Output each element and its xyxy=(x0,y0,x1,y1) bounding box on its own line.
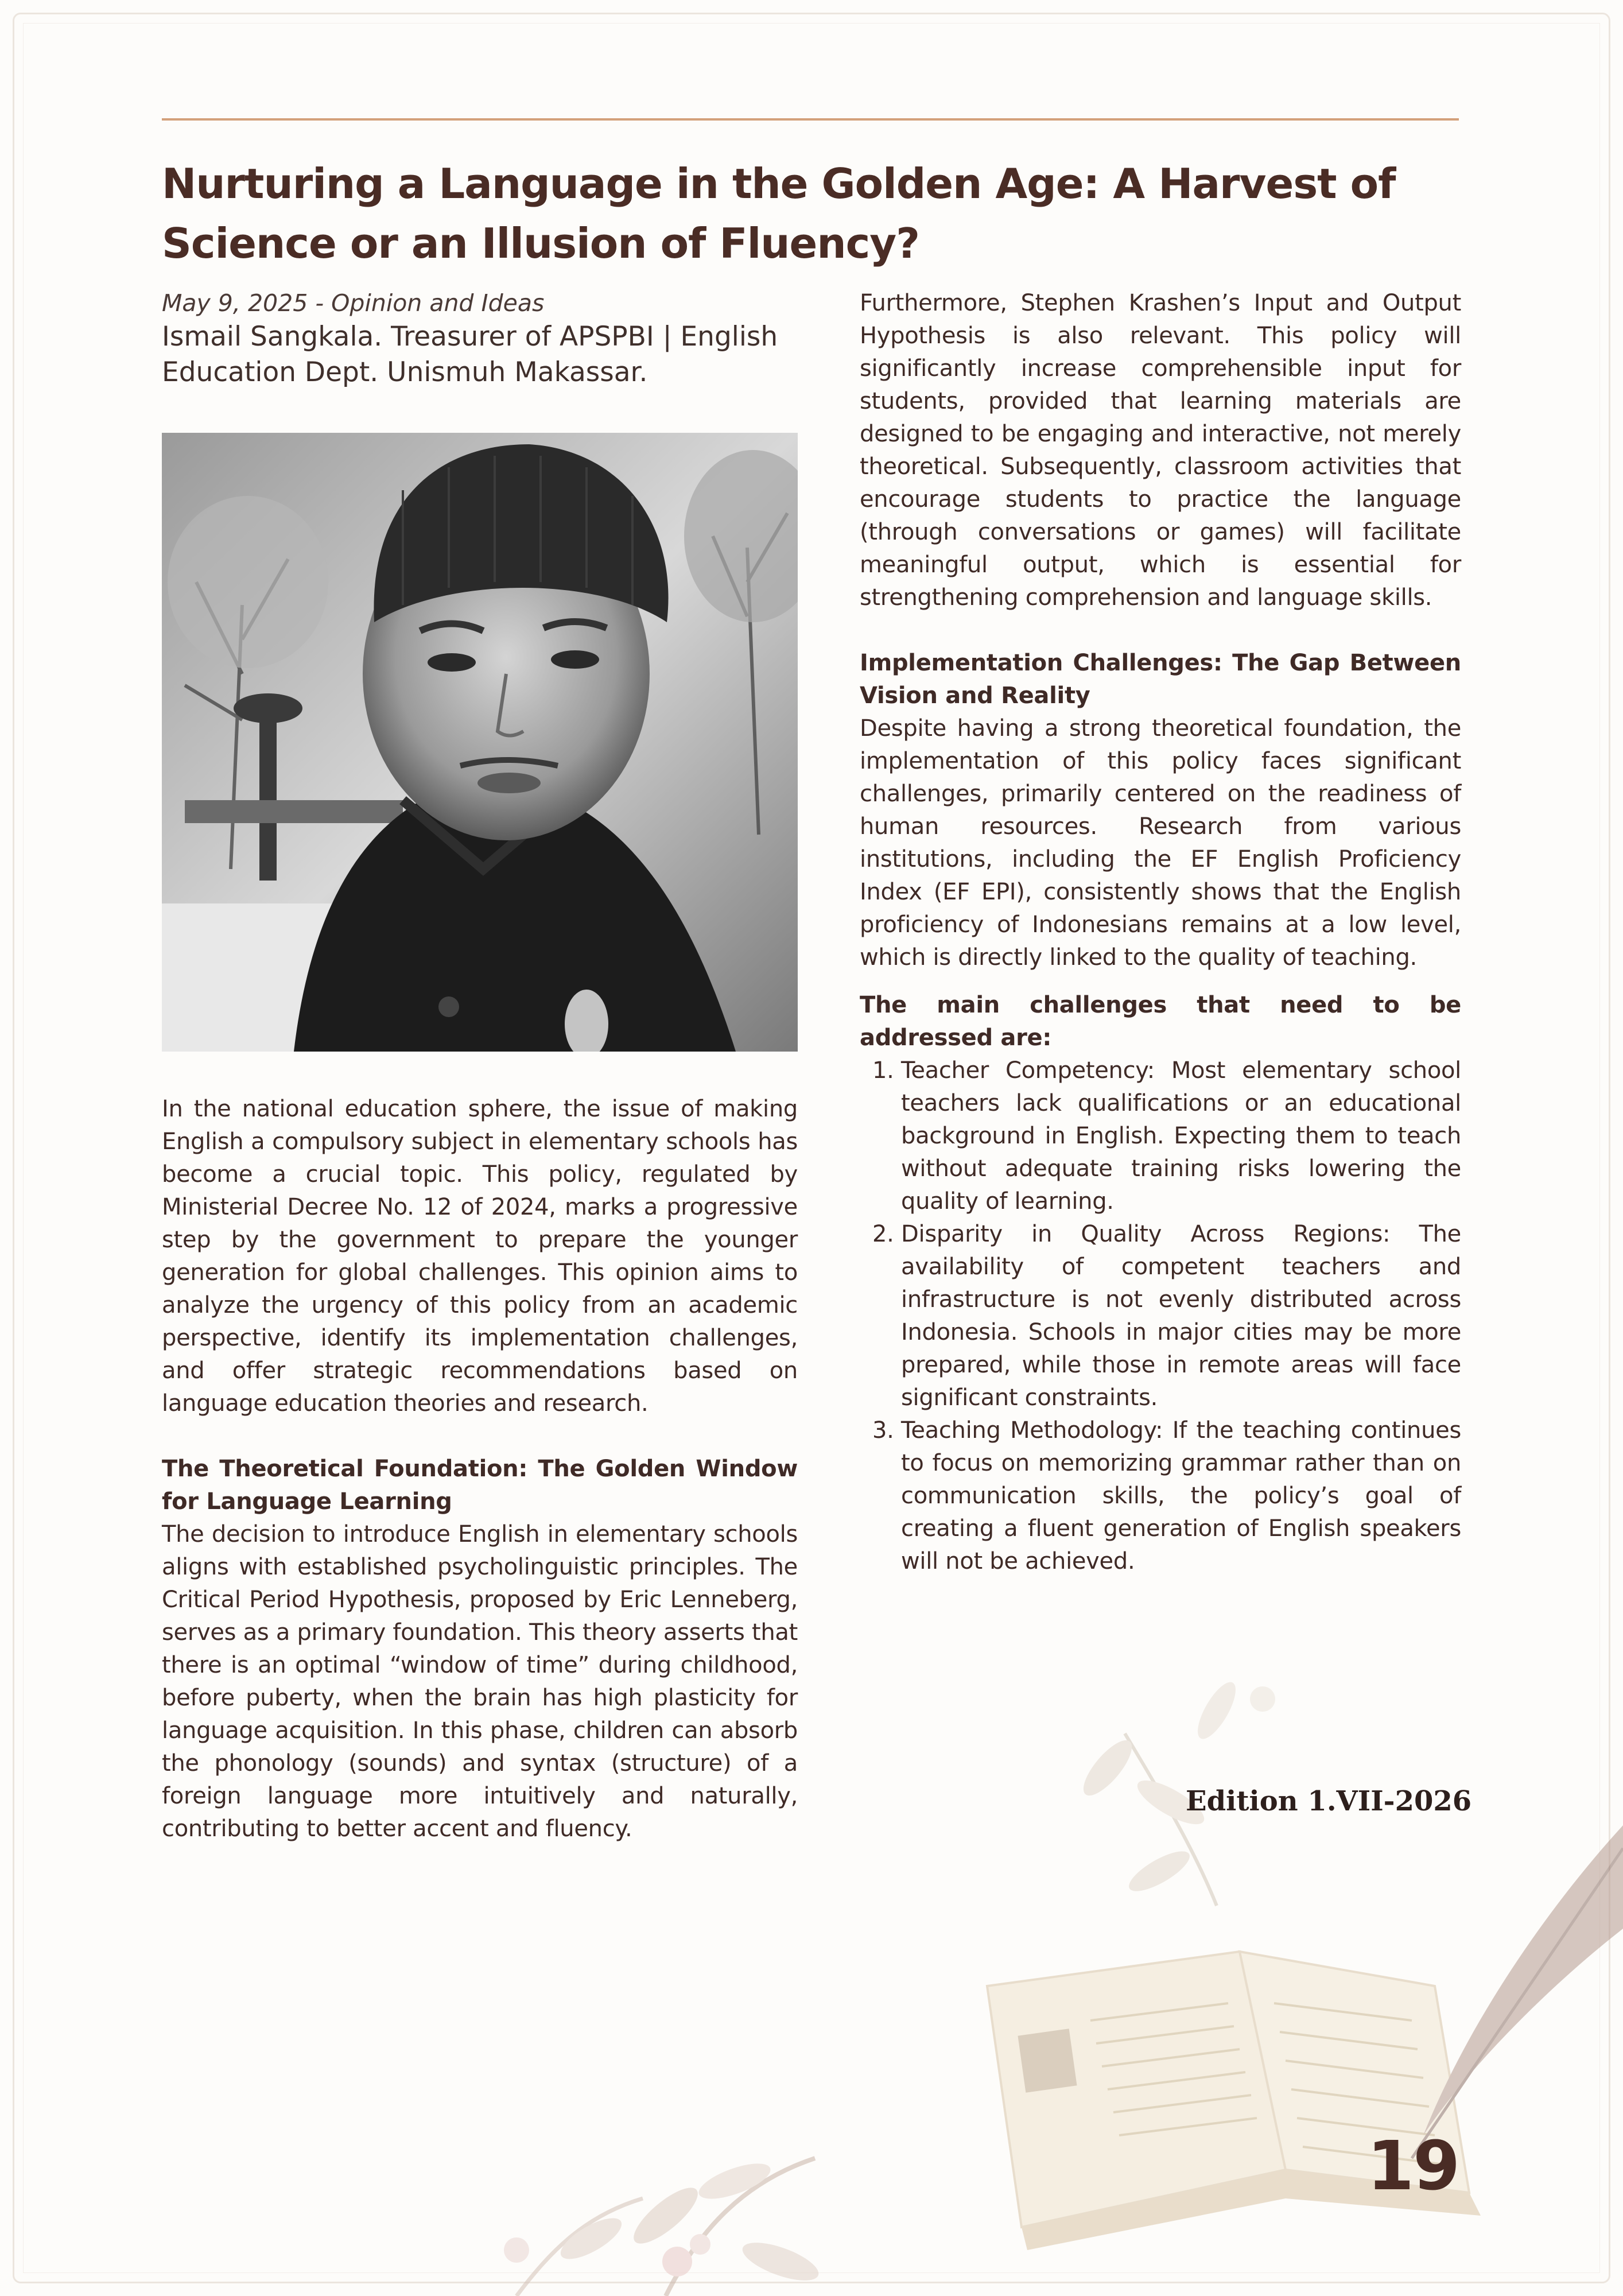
article-author: Ismail Sangkala. Treasurer of APSPBI | English Education Dept. Unismuh Makassar. xyxy=(162,321,778,388)
challenges-list xyxy=(860,1054,1461,1578)
list-item: 1. Teacher Competency: Most elementary school teachers lack qualifications or an educational background in English. Expecting them to teach without adequate training risks lowering the quality of learning. xyxy=(901,1054,1461,1218)
list-item: 3. Teaching Methodology: If the teaching continues to focus on memorizing grammar rather than on communication skills, the policy’s goal of creating a fluent generation of English speakers will not be achieved. xyxy=(901,1414,1461,1578)
challenges-paragraph: Despite having a strong theoretical foundation, the implementation of this policy faces significant challenges, primarily centered on the readiness of human resources. Research from various institutions, including the EF English Proficiency Index (EF EPI), consistently shows that the English proficiency of Indonesians remains at a low level, which is directly linked to the quality of teaching. xyxy=(860,715,1461,971)
section-heading-theory: The Theoretical Foundation: The Golden Window for Language Learning xyxy=(162,1456,798,1515)
article-title: Nurturing a Language in the Golden Age: A Harvest of Science or an Illusion of Fluency? xyxy=(162,160,1396,267)
intro-paragraph: In the national education sphere, the issue of making English a compulsory subject in elementary schools has become a crucial topic. This policy, regulated by Ministerial Decree No. 12 of 2024, marks a progressive step by the government to prepare the younger generation for global challenges. This opinion aims to analyze the urgency of this policy from an academic perspective, identify its implementation challenges, and offer strategic recommendations based on language education theories and research. xyxy=(162,1096,798,1417)
list-item: 2. Disparity in Quality Across Regions: The availability of competent teachers and infrastructure is not evenly distributed across Indonesia. Schools in major cities may be more prepared, while those in remote areas will face significant constraints. xyxy=(901,1218,1461,1414)
header-rule xyxy=(162,118,1459,121)
theory-paragraph: The decision to introduce English in elementary schools aligns with established psycholinguistic principles. The Critical Period Hypothesis, proposed by Eric Lenneberg, serves as a primary foundation. This theory asserts that there is an optimal “window of time” during childhood, before puberty, when the brain has high plasticity for language acquisition. In this phase, children can absorb the phonology (sounds) and syntax (structure) of a foreign language more intuitively and naturally, contributing to better accent and fluency. xyxy=(162,1521,798,1842)
left-body xyxy=(162,1093,798,1845)
left-column xyxy=(162,287,798,390)
edition-label: Edition 1.VII-2026 xyxy=(1186,1785,1472,1817)
author-portrait-image xyxy=(162,433,798,1052)
section-heading-challenges: Implementation Challenges: The Gap Between Vision and Reality xyxy=(860,650,1461,709)
page-number: 19 xyxy=(1367,2126,1459,2205)
article-meta: May 9, 2025 - Opinion and Ideas xyxy=(162,289,545,317)
krashen-paragraph: Furthermore, Stephen Krashen’s Input and Output Hypothesis is also relevant. This policy will significantly increase comprehensible input for students, provided that learning materials are designed to be engaging and interactive, not merely theoretical. Subsequently, classroom activities that encourage students to practice the language (through conversations or games) will facilitate meaningful output, which is essential for strengthening comprehension and language skills. xyxy=(860,290,1461,611)
right-column xyxy=(860,287,1461,1578)
challenges-list-heading: The main challenges that need to be addressed are: xyxy=(860,992,1461,1051)
author-photo xyxy=(162,433,798,1052)
